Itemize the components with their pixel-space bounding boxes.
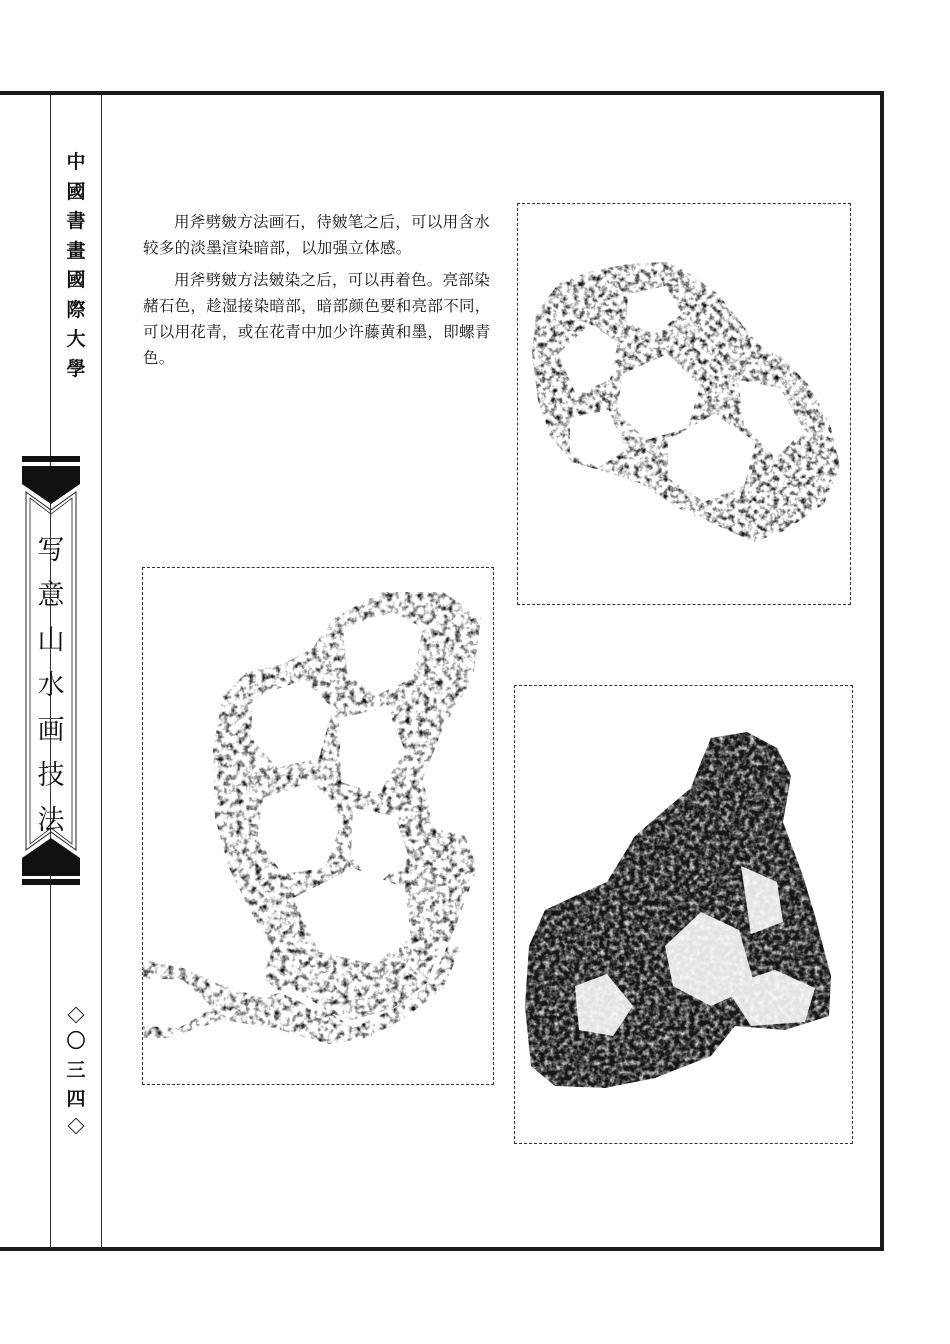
page-number <box>60 1003 92 1138</box>
body-text <box>143 209 503 377</box>
paragraph: 用斧劈皴方法皴染之后，可以再着色。亮部染赭石色，趁湿接染暗部，暗部颜色要和亮部不同，可以用花青，或在花青中加少许藤黄和墨，即螺青色。 <box>143 271 491 367</box>
book-title-char: 写 <box>37 535 65 566</box>
spine-line-right <box>101 95 102 1247</box>
rock-image <box>515 686 852 1143</box>
series-char: 中 <box>66 151 86 173</box>
page-number-char: 三 <box>66 1059 86 1081</box>
diamond-ornament-icon <box>68 1007 85 1024</box>
book-title <box>30 528 72 843</box>
page-number-char: 四 <box>66 1088 86 1110</box>
series-char: 大 <box>66 328 86 350</box>
paragraph: 用斧劈皴方法画石，待皴笔之后，可以用含水较多的淡墨渲染暗部，以加强立体感。 <box>143 213 491 257</box>
book-title-char: 山 <box>37 625 65 656</box>
series-char: 畫 <box>66 239 86 262</box>
rock-illustration-2 <box>142 567 494 1085</box>
page-frame-bottom <box>0 1247 884 1251</box>
series-char: 國 <box>66 180 86 203</box>
rock-illustration-1 <box>517 203 851 605</box>
rock-image <box>143 568 493 1084</box>
series-char: 書 <box>66 210 86 232</box>
book-title-char: 画 <box>37 715 65 746</box>
book-title-char: 水 <box>37 670 65 701</box>
rock-image <box>518 204 850 604</box>
page-frame-top <box>0 91 884 95</box>
page-frame-right <box>880 91 884 1251</box>
book-title-char: 意 <box>37 580 65 611</box>
series-title <box>56 148 96 384</box>
diamond-ornament-icon <box>68 1118 85 1135</box>
series-char: 學 <box>66 357 86 380</box>
series-char: 際 <box>66 298 86 321</box>
rock-illustration-3 <box>514 685 853 1144</box>
cartouche-bar-bottom <box>22 879 80 885</box>
book-title-char: 法 <box>37 805 65 836</box>
page-number-char: 〇 <box>66 1030 86 1052</box>
book-title-char: 技 <box>37 760 65 791</box>
cartouche-bar-top <box>22 456 80 462</box>
series-char: 國 <box>66 269 86 291</box>
